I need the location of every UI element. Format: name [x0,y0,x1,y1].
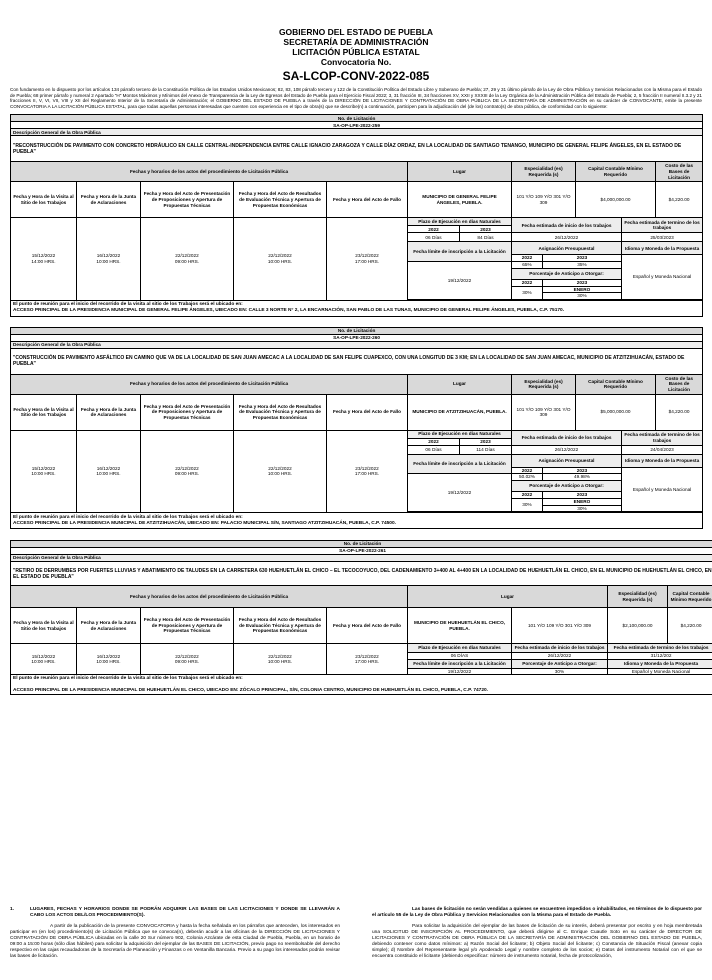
registration-deadline-header: Fecha límite de inscripción a la Licitación [408,242,512,262]
registration-request: Para solicitar la adquisición del ejemplar de las bases de licitación de su interés, deberá presentar por escrito y en hoja membretada una SOLICITUD DE INSCRIPCIÓN AL PROCEDIMIENTO, que deberá dirigirse al C. Enrique Cuautle Soto en su carácter de DIRECTOR DE LICITACIONES Y CONTRATACIÓN DE OBRA PÚBLICA DE LA SECRETARÍA DE ADMINISTRACIÓN DEL GOBIERNO DEL ESTADO DE PUEBLA, debiendo contener como datos mínimos: a) Razón Social del licitante; b) Objeto Social del licitante; c) Constancia de Situación Fiscal (anexar copia simple); d) Nombre del Representante legal y/o Apoderado Legal y nombre completo de los socios; e) Datos del instrumento Notarial con el que se encuentra constituido el licitante (debiendo especificar: número de instrumento notarial, fecha de protocolización, [372,924,702,960]
tender-table-259 [10,114,703,316]
capital-value: $5,000,000.00 [576,394,656,430]
advance-month: ENERO [543,286,622,293]
advance-header: Porcentaje de Anticipo a Otorgar: [512,480,622,491]
results-header: Fecha y Hora del Acto de Resultados de Evaluación Técnica y Apertura de Propuestas Económicas [234,608,327,644]
advance-header: Porcentaje de Anticipo a Otorgar: [512,268,622,279]
bases-restriction: Las bases de licitación no serán vendidas a quienes se encuentren impedidos o inhabilitados, en términos de lo dispuesto por el artículo 55 de la Ley de Obra Pública y Servicios Relacionados con la Misma para el Estado de Puebla. [372,907,702,919]
site-visit-date: 15/12/2022 14:00 HRS. [11,218,77,300]
start-date-value: 26/12/2022 [512,445,622,454]
term-2023-value: 114 Días [460,445,512,454]
presentation-header: Fecha y Hora del Acto de Presentación de Proposiciones y Apertura de Propuestas Técnicas [141,394,234,430]
advance-year-2022: 2022 [512,491,543,498]
ruling-header: Fecha y Hora del Acto de Fallo [327,182,408,218]
end-date-header: Fecha estimada de termino de los trabajos [622,218,703,233]
work-description: "RECONSTRUCCIÓN DE PAVIMENTO CON CONCRETO HIDRÁULICO EN CALLE CENTRAL-INDEPENDENCIA ENTRE CALLE IGNACIO ZARAGOZA Y CALLE DÍAZ ORDAZ, EN LA LOCALIDAD DE SANTIAGO TENANGO, MUNICIPIO DE GENERAL FELIPE ÁNGELES, EN EL ESTADO DE PUEBLA" [11,136,703,162]
budget-year-2023: 2023 [543,467,622,474]
schedule-header: Fechas y horarios de los actos del procedimiento de Licitación Pública [11,586,408,608]
site-visit-header: Fecha y Hora de la Visita al Sitio de los Trabajos [11,608,77,644]
capital-header: Capital Contable Mínimo Requerido [576,162,656,182]
presentation-header: Fecha y Hora del Acto de Presentación de Proposiciones y Apertura de Propuestas Técnicas [141,608,234,644]
header-government: GOBIERNO DEL ESTADO DE PUEBLA [0,27,712,37]
site-visit-header: Fecha y Hora de la Visita al Sitio de los Trabajos [11,394,77,430]
capital-value: $4,000,000.00 [576,182,656,218]
place-header: Lugar [408,374,512,394]
header-tender-type: LICITACIÓN PÚBLICA ESTATAL [0,47,712,57]
presentation-date: 22/12/2022 09:00 HRS. [141,430,234,512]
language-header: Idioma y Moneda de la Propuesta [608,659,712,668]
execution-term-header: Plazo de Ejecución en días Naturales [408,430,512,438]
language-value: Español y Moneda Nacional [622,467,703,511]
place-header: Lugar [408,162,512,182]
description-label: Descripción General de la Obra Pública [11,129,703,136]
work-description: "RETIRO DE DERRUMBES POR FUERTES LLUVIAS Y ABATIMIENTO DE TALUDES EN LA CARRETERA 630 HUEHUETLÁN EL CHICO – EL TECOCOYUCO, DEL CADENAMIENTO 3+400 AL 4+400 EN LA LOCALIDAD DE HUEHUETLÁN EL CHICO, EN EL MUNICIPIO DE HUEHUETLÁN EL CHICO, EN EL ESTADO DE PUEBLA" [11,562,712,586]
place-value: MUNICIPIO DE ATZITZIHUACÁN, PUEBLA. [408,394,512,430]
section-1-title: 1. LUGARES, FECHAS Y HORARIOS DONDE SE PODRÁN ADQUIRIR LAS BASES DE LAS LICITACIONES Y DONDE SE LLEVARÁN A CABO LOS ACTOS DEL/LOS PROCEDIMIENTO(S). [10,907,340,919]
cost-value: $4,220.00 [656,394,703,430]
end-date-value: 25/03/2023 [622,233,703,242]
presentation-date: 22/12/2022 09:00 HRS. [141,644,234,675]
presentation-header: Fecha y Hora del Acto de Presentación de Proposiciones y Apertura de Propuestas Técnicas [141,182,234,218]
advance-year-2022: 2022 [512,279,543,286]
registration-deadline-header: Fecha límite de inscripción a la Licitación [408,659,512,668]
end-date-header: Fecha estimada de termino de los trabajos [622,430,703,445]
term-2023-value: 84 Días [460,233,512,242]
advance-year-2023: 2023 [543,491,622,498]
specialty-header: Especialidad (es) Requerida (s) [608,586,668,608]
clarification-date: 16/12/2022 10:00 HRS. [77,430,141,512]
budget-2023-value: 35% [543,261,622,268]
header-secretariat: SECRETARÍA DE ADMINISTRACIÓN [0,37,712,47]
results-date: 22/12/2022 10:00 HRS. [234,644,327,675]
budget-year-2022: 2022 [512,255,543,262]
registration-deadline-header: Fecha límite de inscripción a la Licitación [408,454,512,474]
place-value: MUNICIPIO DE GENERAL FELIPE ÁNGELES, PUEBLA. [408,182,512,218]
ruling-header: Fecha y Hora del Acto de Fallo [327,608,408,644]
presentation-date: 22/12/2022 09:00 HRS. [141,218,234,300]
tender-table-260 [10,327,703,529]
start-date-header: Fecha estimada de inicio de los trabajos [512,430,622,445]
tender-number: SA-OP-LPE-2022-260 [11,334,703,341]
clarification-header: Fecha y Hora de la Junta de Aclaraciones [77,608,141,644]
clarification-date: 16/12/2022 10:00 HRS. [77,218,141,300]
advance-header: Porcentaje de Anticipo a Otorgar: [512,659,608,668]
clarification-header: Fecha y Hora de la Junta de Aclaraciones [77,182,141,218]
cost-value: $4,220.00 [656,182,703,218]
start-date-value: 26/12/2022 [512,653,608,660]
term-year-2023: 2023 [460,226,512,233]
budget-header: Asignación Presupuestal [512,454,622,467]
language-header: Idioma y Moneda de la Propuesta [622,242,703,255]
budget-header: Asignación Presupuestal [512,242,622,255]
specialty-value: 101 Y/O 109 Y/O 301 Y/O 309 [512,182,576,218]
registration-deadline-value: 19/12/2022 [408,668,512,675]
budget-2022-value: 65% [512,261,543,268]
meeting-point: El punto de reunión para el inicio del recorrido de la visita al sitio de los Trabajos será el ubicado en: ACCESO PRINCIPAL DE LA PRESIDENCIA MUNICIPAL DE GENERAL FELIPE ÁNGELES, UBICADO EN: CALLE 3 NORTE N° 2, LA ENCARNACIÓN, SAN PABLO DE LAS TUNAS, MUNICIPIO DE GENERAL FELIPE ÁNGELES, PUEBLA, C.P. 75170. [11,300,703,316]
clarification-header: Fecha y Hora de la Junta de Aclaraciones [77,394,141,430]
end-date-value: 24/04/2023 [622,445,703,454]
capital-header: Capital Contable Mínimo Requerido [668,586,712,608]
advance-2023-value: 30% [543,505,622,512]
specialty-value: 101 Y/O 109 Y/O 301 Y/O 309 [512,608,608,644]
advance-2023-value: 30% [543,293,622,300]
notes-right-column [372,907,702,960]
ruling-date: 23/12/2022 17:00 HRS. [327,644,408,675]
ruling-date: 23/12/2022 17:00 HRS. [327,218,408,300]
schedule-header: Fechas y horarios de los actos del procedimiento de Licitación Pública [11,374,408,394]
budget-year-2022: 2022 [512,467,543,474]
tender-number-label: No. de Licitación [11,115,703,122]
registration-deadline-value: 19/12/2022 [408,474,512,512]
clarification-date: 16/12/2022 10:00 HRS. [77,644,141,675]
tender-number-label: No. de Licitación [11,327,703,334]
section-1-body: A partir de la publicación de la presente CONVOCATORIA y hasta la fecha señalada en los párrafos que anteceden, los interesados en participar en (en los) procedimiento(s) de Licitación Pública que se convoca(n), deberán acudir a las oficinas de la DIRECCIÓN DE LICITACIONES Y CONTRATACIÓN DE OBRA PÚBLICA ubicadas en la calle 20 Sur número 902, Colonia Azcárate de esta Ciudad de Puebla, Puebla, en un horario de 09:00 a 15:00 horas (sólo días hábiles) para solicitar la adquisición del ejemplar de las BASES DE LICITACIÓN, previo pago no reembolsable del derecho respectivo en las cajas recaudadoras de la Secretaría de Planeación y Finanzas o en Ventanilla Bancaria. Previo a su pago los interesados podrán revisar las bases de licitación. [10,924,340,960]
ruling-date: 23/12/2022 17:00 HRS. [327,430,408,512]
execution-term-header: Plazo de Ejecución en días Naturales [408,644,512,653]
site-visit-date: 15/12/2022 10:00 HRS. [11,644,77,675]
term-year-2023: 2023 [460,438,512,445]
meeting-point: El punto de reunión para el inicio del recorrido de la visita al sitio de los Trabajos será el ubicado en: ACCESO PRINCIPAL DE LA PRESIDENCIA MUNICIPAL DE ATZITZIHUACÁN, UBICADO EN: PALACIO MUNICIPAL S/N, SANTIAGO ATZITZIHUACÁN, PUEBLA, C.P. 74500. [11,513,703,529]
tender-table-261 [10,540,712,695]
advance-2022-value: 30% [512,498,543,511]
meeting-point: El punto de reunión para el inicio del recorrido de la visita al sitio de los Trabajos será el ubicado en: ACCESO PRINCIPAL DE LA PRESIDENCIA MUNICIPAL DE HUEHUETLÁN EL CHICO, UBICADO EN: ZÓCALO PRINCIPAL, S/N, COLONIA CENTRO, MUNICIPIO DE HUEHUETLÁN EL CHICO, PUEBLA, C.P. 74720. [11,675,712,695]
work-description: "CONSTRUCCIÓN DE PAVIMENTO ASFÁLTICO EN CAMINO QUE VA DE LA LOCALIDAD DE SAN JUAN AMECAC A LA LOCALIDAD DE SAN FELIPE CUAPEXCO, CON UNA LONGITUD DE 3 KM; EN LA LOCALIDAD DE SAN JUAN AMECAC, MUNICIPIO DE ATZITZIHUACÁN, ESTADO DE PUEBLA" [11,348,703,374]
advance-month: ENERO [543,498,622,505]
end-date-value: 31/12/202 [608,653,712,660]
header-call-code: SA-LCOP-CONV-2022-085 [0,69,712,83]
cost-value: $4,220.00 [668,608,712,644]
results-date: 22/12/2022 10:00 HRS. [234,218,327,300]
budget-2023-value: 49.98% [543,474,622,481]
term-year-2022: 2022 [408,438,460,445]
cost-header: Costo de las Bases de Licitación [656,162,703,182]
capital-header: Capital Contable Mínimo Requerido [576,374,656,394]
description-label: Descripción General de la Obra Pública [11,341,703,348]
results-header: Fecha y Hora del Acto de Resultados de Evaluación Técnica y Apertura de Propuestas Económicas [234,182,327,218]
tender-number: SA-OP-LPE-2022-261 [11,548,712,555]
results-header: Fecha y Hora del Acto de Resultados de Evaluación Técnica y Apertura de Propuestas Económicas [234,394,327,430]
intro-paragraph: Con fundamento en lo dispuesto por los artículos 134 párrafo tercero de la Constitución Política de los Estados Unidos Mexicanos; 82, 83, 108 párrafo tercero y 122 de la Constitución Política del Estado Libre y Soberano de Puebla; 27, 29 y 31 último párrafo de la Ley de Obra Pública y Servicios Relacionados con la Misma para el Estado de Puebla; 68 primer párrafo y numeral 2 Apartado "H" Montos Máximos y Mínimos del Anexo de Transparencia de la Ley de Egresos del Estado de Puebla para el Ejercicio Fiscal 2022; 3, 31 fracción III, 34 fracciones XV, XXII y XXXIII de la Ley Orgánica de la Administración Pública del Estado de Puebla; 2, 5 fracción II numeral II.3.2 y 21 fracciones II, V, VI, VII, VIII y XII del Reglamento Interior de la Secretaría de Administración; el GOBIERNO DEL ESTADO DE PUEBLA a través de la DIRECCIÓN DE LICITACIONES Y CONTRATACIÓN DE OBRA PÚBLICA DE LA SECRETARÍA DE ADMINISTRACIÓN en su carácter de CONVOCANTE, emite la presente CONVOCATORIA A LA LICITACIÓN PÚBLICA ESTATAL, para que todas aquellas personas interesadas que cuenten con experiencia en el tipo de obra(s) que se describe(n) a continuación, participen para la adjudicación del (de los) contrato(s) de obra pública, de conformidad con lo siguiente: [10,87,702,109]
ruling-header: Fecha y Hora del Acto de Fallo [327,394,408,430]
term-year-2022: 2022 [408,226,460,233]
start-date-value: 26/12/2022 [512,233,622,242]
end-date-header: Fecha estimada de termino de los trabajos [608,644,712,653]
place-header: Lugar [408,586,608,608]
cost-header: Costo de las Bases de Licitación [656,374,703,394]
results-date: 22/12/2022 10:00 HRS. [234,430,327,512]
header-call-label: Convocatoria No. [0,57,712,67]
advance-value: 30% [512,668,608,675]
capital-value: $2,100,000.00 [608,608,668,644]
tender-number: SA-OP-LPE-2022-259 [11,122,703,129]
registration-deadline-value: 19/12/2022 [408,261,512,299]
specialty-header: Especialidad (es) Requerida (s) [512,162,576,182]
site-visit-date: 15/12/2022 10:00 HRS. [11,430,77,512]
advance-year-2023: 2023 [543,279,622,286]
tender-number-label: No. de Licitación [11,541,712,548]
budget-2022-value: 50.02% [512,474,543,481]
description-label: Descripción General de la Obra Pública [11,555,712,562]
notes-left-column [10,907,340,960]
execution-term-header: Plazo de Ejecución en días Naturales [408,218,512,226]
specialty-header: Especialidad (es) Requerida (s) [512,374,576,394]
advance-2022-value: 30% [512,286,543,299]
specialty-value: 101 Y/O 109 Y/O 301 Y/O 309 [512,394,576,430]
budget-year-2023: 2023 [543,255,622,262]
site-visit-header: Fecha y Hora de la Visita al Sitio de los Trabajos [11,182,77,218]
language-header: Idioma y Moneda de la Propuesta [622,454,703,467]
start-date-header: Fecha estimada de inicio de los trabajos [512,644,608,653]
place-value: MUNICIPIO DE HUEHUETLÁN EL CHICO, PUEBLA. [408,608,512,644]
language-value: Español y Moneda Nacional [608,668,712,675]
start-date-header: Fecha estimada de inicio de los trabajos [512,218,622,233]
language-value: Español y Moneda Nacional [622,255,703,299]
term-2022-value: 06 Días [408,445,460,454]
term-value: 06 DÍAS [408,653,512,660]
schedule-header: Fechas y horarios de los actos del procedimiento de Licitación Pública [11,162,408,182]
term-2022-value: 06 Días [408,233,460,242]
